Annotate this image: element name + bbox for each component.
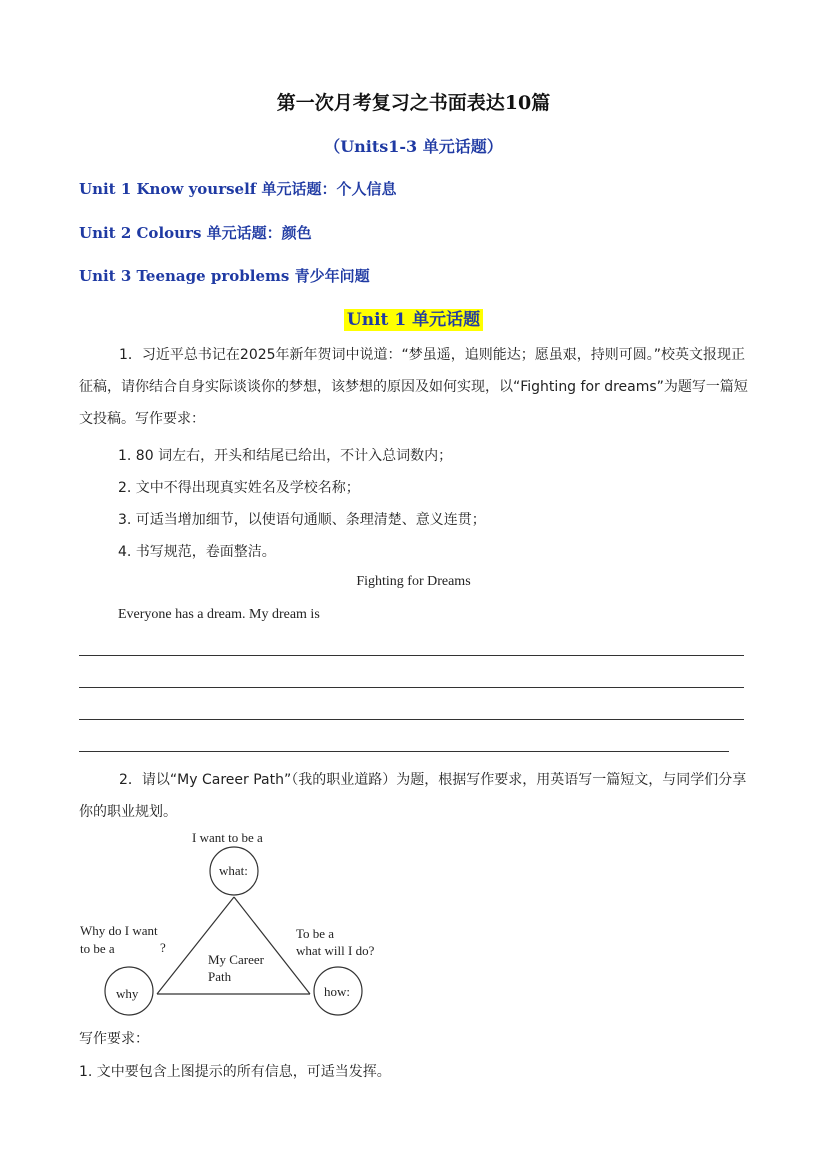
question-1-prompt: 1．习近平总书记在2025年新年贺词中说道：“梦虽遥，追则能达；愿虽艰，持则可圆。”校英文报现正征稿，请你结合自身实际谈谈你的梦想，该梦想的原因及如何实现，以“Fighting for dreams”为题写一篇短文投稿。写作要求： [79, 347, 748, 427]
answer-line [79, 655, 744, 656]
top-label: I want to be a [192, 830, 263, 845]
center-label-line1: My Career [208, 952, 264, 967]
page-subtitle: （Units1-3 单元话题） [324, 137, 503, 156]
center-label-line2: Path [208, 969, 232, 984]
unit-1-topic: Unit 1 Know yourself 单元话题：个人信息 [79, 180, 397, 198]
q1-requirement-4: 4. 书写规范，卷面整洁。 [118, 544, 276, 560]
q1-requirement-1: 1. 80 词左右，开头和结尾已给出，不计入总词数内； [118, 448, 453, 464]
right-label-line1: To be a [296, 926, 335, 941]
unit-3-topic: Unit 3 Teenage problems 青少年问题 [79, 267, 370, 285]
how-node-label: how: [324, 984, 350, 999]
page-title: 第一次月考复习之书面表达10篇 [276, 92, 551, 114]
essay-opening: Everyone has a dream. My dream is [118, 607, 320, 622]
q1-requirement-2: 2. 文中不得出现真实姓名及学校名称； [118, 480, 360, 496]
left-label-line2: to be a [80, 941, 115, 956]
why-node-label: why [116, 986, 139, 1001]
career-path-diagram [78, 826, 398, 1021]
unit-2-topic: Unit 2 Colours 单元话题：颜色 [79, 224, 312, 242]
q1-requirement-3: 3. 可适当增加细节，以使语句通顺、条理清楚、意义连贯； [118, 512, 486, 528]
essay-title: Fighting for Dreams [356, 574, 471, 589]
q2-requirements-title: 写作要求： [79, 1031, 149, 1047]
unit1-heading-text: Unit 1 单元话题 [344, 309, 483, 331]
answer-line [79, 751, 729, 752]
q2-requirement-1: 1. 文中要包含上图提示的所有信息，可适当发挥。 [79, 1064, 391, 1080]
left-label-line1: Why do I want [80, 923, 158, 938]
answer-line [79, 687, 744, 688]
unit1-section-heading [0, 305, 827, 330]
left-label-question: ? [160, 940, 166, 955]
answer-line [79, 719, 744, 720]
question-2-prompt: 2．请以“My Career Path”（我的职业道路）为题，根据写作要求，用英语写一篇短文，与同学们分享你的职业规划。 [79, 772, 747, 820]
right-label-line2: what will I do? [296, 943, 375, 958]
what-node-label: what: [219, 863, 248, 878]
